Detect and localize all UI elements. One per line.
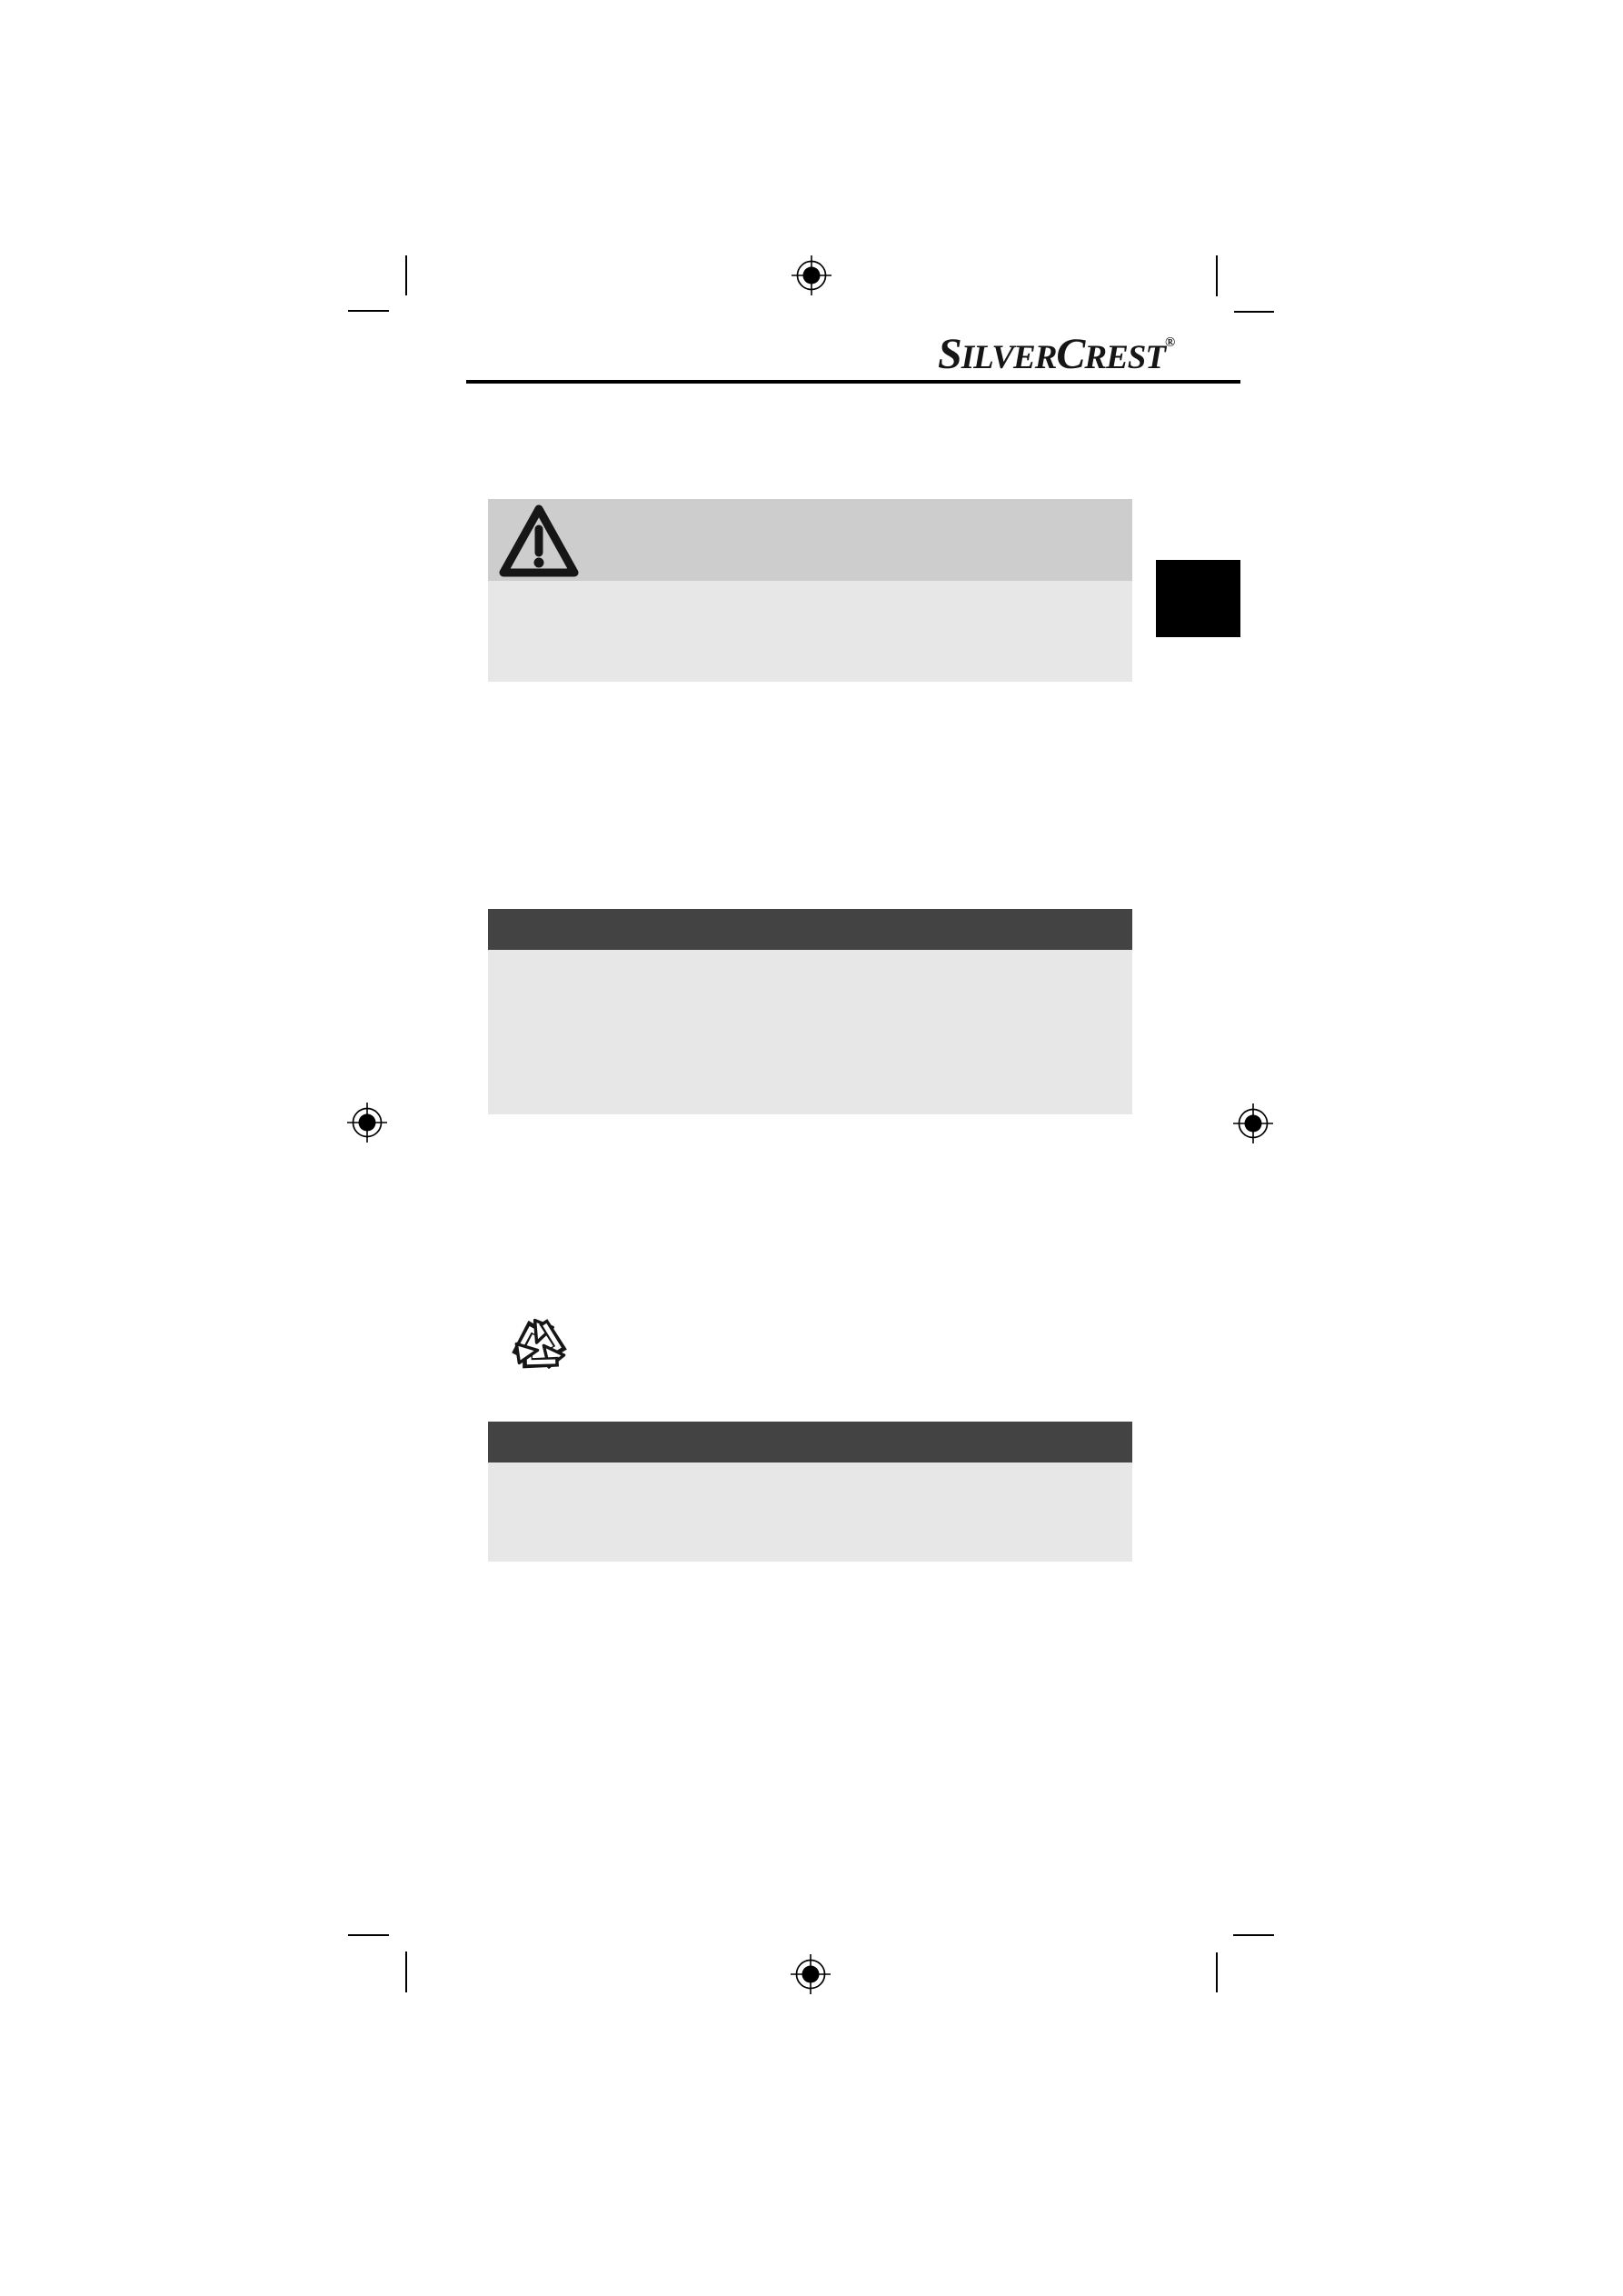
crop-mark-top-right-vertical [1216, 255, 1218, 296]
registration-mark-right-icon [1233, 1103, 1273, 1143]
recycling-symbol-icon [491, 1300, 588, 1389]
registration-mark-bottom-icon [791, 1954, 831, 1994]
warning-triangle-icon [499, 503, 579, 579]
warning-box-header [488, 499, 1132, 581]
warning-box [488, 499, 1132, 682]
note-box-1-header [488, 909, 1132, 950]
header-rule [466, 380, 1240, 384]
registration-mark-left-icon [347, 1103, 387, 1143]
crop-mark-bottom-left-horizontal [348, 1934, 389, 1936]
registered-trademark-symbol: ® [1164, 335, 1176, 350]
section-tab [1156, 560, 1240, 637]
note-box-2-header [488, 1422, 1132, 1462]
note-box-2-body [488, 1462, 1132, 1562]
crop-mark-top-right-horizontal [1234, 311, 1274, 313]
note-box-1 [488, 909, 1132, 1114]
crop-mark-bottom-left-vertical [405, 1952, 407, 1992]
note-box-1-body [488, 950, 1132, 1114]
logo-text: S [938, 330, 961, 378]
crop-mark-bottom-right-horizontal [1233, 1934, 1274, 1936]
registration-mark-top-icon [792, 255, 831, 295]
crop-mark-top-left-horizontal [348, 310, 389, 312]
crop-mark-top-left-vertical [405, 255, 407, 295]
crop-mark-bottom-right-vertical [1216, 1952, 1218, 1992]
note-box-2 [488, 1422, 1132, 1562]
warning-box-body [488, 581, 1132, 682]
brand-logo: SILVERCREST® [938, 330, 1176, 378]
